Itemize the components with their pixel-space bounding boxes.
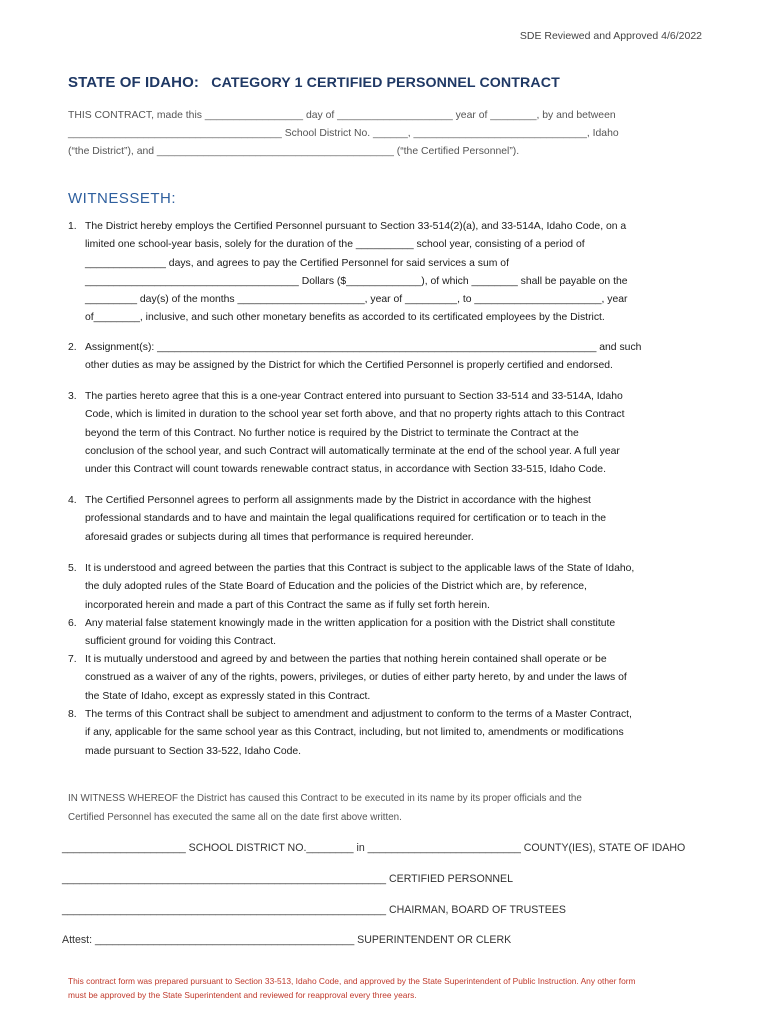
clause-line: made pursuant to Section 33-522, Idaho Code. [85, 745, 302, 757]
contract-clause-2 [68, 339, 708, 376]
footer-note [68, 975, 708, 1002]
footer-line-2: must be approved by the State Superintendent and reviewed for reapproval every three years. [68, 989, 417, 1000]
clause-line: the duly adopted rules of the State Board of Education and the policies of the District which are, by reference, [85, 581, 587, 593]
intro-paragraph [68, 107, 698, 161]
clause-line: beyond the term of this Contract. No further notice is required by the District to terminate the Contract at the [85, 427, 579, 439]
intro-line-2: _____________________________________ School District No. ______, ______________________________, Idaho [68, 128, 619, 139]
review-note: SDE Reviewed and Approved 4/6/2022 [519, 30, 702, 42]
signature-line-attest: Attest: ____________________________________________ SUPERINTENDENT OR CLERK [62, 934, 512, 946]
title-state: STATE OF IDAHO: [68, 74, 199, 91]
clause-line: Code, which is limited in duration to the school year set forth above, and that no property rights attach to this Contract [85, 409, 625, 421]
contract-clause-4 [68, 492, 708, 547]
clause-line: under this Contract will count towards renewable contract status, in accordance with Section 33-515, Idaho Code. [85, 464, 606, 476]
clause-line: aforesaid grades or subjects during all times that performance is required hereunder. [85, 531, 474, 543]
contract-clause-8 [68, 706, 708, 761]
clause-line: _________ day(s) of the months ______________________, year of _________, to ______________________, year [85, 294, 628, 306]
signature-line-chairman: _______________________________________________________ CHAIRMAN, BOARD OF TRUSTEES [62, 904, 566, 916]
clause-line: The District hereby employs the Certified Personnel pursuant to Section 33-514(2)(a), and 33-514A, Idaho Code, on a [85, 221, 627, 232]
witnesseth-heading: WITNESSETH: [68, 190, 177, 207]
clause-line: Any material false statement knowingly made in the written application for a position with the District shall constitute [85, 618, 616, 629]
clause-number: 2. [68, 342, 77, 353]
clause-number: 7. [68, 654, 77, 665]
clause-line: The parties hereto agree that this is a one-year Contract entered into pursuant to Section 33-514 and 33-514A, Idaho [85, 391, 623, 402]
page-title [68, 74, 560, 91]
clause-line: sufficient ground for voiding this Contract. [85, 636, 276, 648]
clause-line: It is mutually understood and agreed by and between the parties that nothing herein contained shall operate or be [85, 654, 607, 665]
clause-line: construed as a waiver of any of the rights, powers, privileges, or duties of either party hereto, by and under the laws of [85, 672, 627, 684]
clause-line: Assignment(s): ____________________________________________________________________________ and such [85, 342, 642, 353]
intro-line-3: (“the District”), and _________________________________________ (“the Certified Personnel”). [68, 146, 520, 157]
footer-line-1: This contract form was prepared pursuant to Section 33-513, Idaho Code, and approved by the State Superintendent of Public Instruction. Any other form [68, 976, 636, 986]
contract-clause-7 [68, 651, 708, 706]
intro-line-1: THIS CONTRACT, made this _________________ day of ____________________ year of ________, by and between [68, 110, 616, 121]
clause-number: 6. [68, 618, 77, 629]
clause-line: professional standards and to have and maintain the legal qualifications required for certification or to teach in the [85, 513, 607, 525]
contract-clause-3 [68, 388, 708, 479]
clause-line: incorporated herein and made a part of this Contract the same as if fully set forth herein. [85, 599, 490, 611]
clause-line: _____________________________________ Dollars ($_____________), of which ________ shall be payable on the [85, 275, 628, 287]
title-category: CATEGORY 1 CERTIFIED PERSONNEL CONTRACT [211, 75, 560, 91]
clause-line: ______________ days, and agrees to pay the Certified Personnel for said services a sum of [85, 257, 509, 269]
clause-number: 8. [68, 709, 77, 720]
signature-line-certified-personnel: _______________________________________________________ CERTIFIED PERSONNEL [62, 873, 513, 885]
clause-line: limited one school-year basis, solely for the duration of the __________ school year, consisting of a period of [85, 239, 585, 251]
witness-whereof-paragraph [68, 790, 708, 827]
clause-line: the State of Idaho, except as expressly stated in this Contract. [85, 690, 371, 702]
contract-clause-5 [68, 560, 708, 615]
clause-line: other duties as may be assigned by the District for which the Certified Personnel is properly certified and endorsed. [85, 360, 613, 372]
contract-clause-1 [68, 218, 708, 328]
contract-clause-6 [68, 615, 708, 652]
clause-line: conclusion of the school year, and such Contract will automatically terminate at the end of the school year. A full year [85, 445, 620, 457]
clause-line: The Certified Personnel agrees to perform all assignments made by the District in accordance with the highest [85, 495, 591, 506]
clause-number: 3. [68, 391, 77, 402]
clause-line: if any, applicable for the same school year as this Contract, including, but not limited to, amendments or modifications [85, 727, 624, 739]
clause-line: It is understood and agreed between the parties that this Contract is subject to the applicable laws of the State of Idaho, [85, 563, 635, 574]
closing-line-1: IN WITNESS WHEREOF the District has caused this Contract to be executed in its name by its proper officials and the [68, 793, 582, 804]
clause-number: 4. [68, 495, 77, 506]
clause-number: 5. [68, 563, 77, 574]
clause-line: The terms of this Contract shall be subject to amendment and adjustment to conform to the terms of a Master Contract, [85, 709, 632, 720]
clause-number: 1. [68, 221, 77, 232]
signature-line-district: _____________________ SCHOOL DISTRICT NO.________ in __________________________ COUNTY(IES), STATE OF IDAHO [62, 842, 686, 854]
clause-line: of________, inclusive, and such other monetary benefits as accorded to its certificated employees by the District. [85, 312, 605, 324]
closing-line-2: Certified Personnel has executed the same all on the date first above written. [68, 811, 402, 823]
